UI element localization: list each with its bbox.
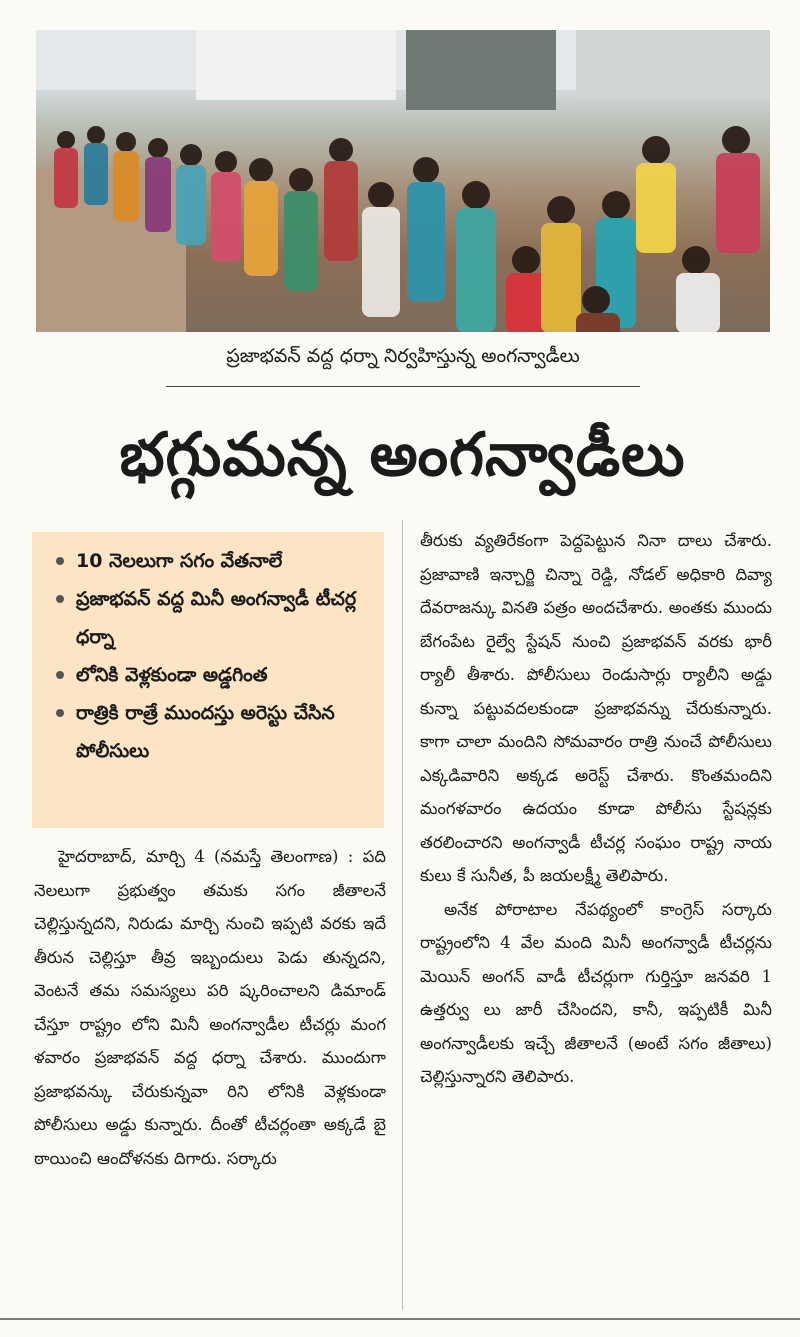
column-divider (402, 520, 403, 1310)
highlight-item: లోనికి వెళ్లకుండా అడ్డగింత (46, 656, 374, 694)
body-paragraph: తీరుకు వ్యతిరేకంగా పెద్దపెట్టున నినా దాలు చేశారు. ప్రజావాణి ఇన్చార్జి చిన్నా రెడ్డి, నోడల్ అధికారి దివ్యా దేవరాజన్కు వినతి పత్రం అందచేశారు. అంతకు ముందు బేగంపేట రైల్వే స్టేషన్ నుంచి ప్రజాభవన్ వరకు భారీ ర్యాలీ తీశారు. పోలీసులు రెండుసార్లు ర్యాలీని అడ్డు కున్నా పట్టువదలకుండా ప్రజాభవన్ను చేరుకున్నారు. కాగా చాలా మందిని సోమవారం రాత్రి నుంచే పోలీసులు ఎక్కడివారిని అక్కడ అరెస్ట్ చేశారు. కొంతమందిని మంగళవారం ఉదయం కూడా పోలీసు స్టేషన్లకు తరలించారని అంగన్వాడీ టీచర్ల సంఘం రాష్ట్ర నాయ కులు కే సునీత, పీ జయలక్ష్మీ తెలిపారు. (420, 531, 772, 885)
highlight-item: రాత్రికి రాత్రే ముందస్తు అరెస్టు చేసిన పోలీసులు (46, 694, 374, 770)
body-paragraph: హైదరాబాద్, మార్చి 4 (నమస్తే తెలంగాణ) : పది నెలలుగా ప్రభుత్వం తమకు సగం జీతాలనే చెల్లిస్తున్నదని, నిరుడు మార్చి నుంచి ఇప్పటి వరకు ఇదే తీరున చెల్లిస్తూ తీవ్ర ఇబ్బందులు పెడు తున్నదని, వెంటనే తమ సమస్యలు పరి ష్కరించాలని డిమాండ్ చేస్తూ రాష్ట్రం లోని మినీ అంగన్వాడీల టీచర్లు మంగ ళవారం ప్రజాభవన్ వద్ద ధర్నా చేశారు. ముందుగా ప్రజాభవన్కు చేరుకున్నవా రిని లోనికి వెళ్లకుండా పోలీసులు అడ్డు కున్నారు. దీంతో టీచర్లంతా అక్కడే బై ఠాయించి ఆందోళనకు దిగారు. సర్కారు (34, 847, 386, 1168)
body-column-left (34, 840, 386, 1175)
headline: భగ్గుమన్న అంగన్వాడీలు (119, 420, 686, 490)
photo-caption: ప్రజాభవన్ వద్ద ధర్నా నిర్వహిస్తున్న అంగన్వాడీలు (226, 345, 580, 367)
body-paragraph: అనేక పోరాటాల నేపథ్యంలో కాంగ్రెస్ సర్కారు రాష్ట్రంలోని 4 వేల మంది మినీ అంగన్వాడీ టీచర్లను మెయిన్ అంగన్ వాడీ టీచర్లుగా గుర్తిస్తూ జనవరి 1 ఉత్తర్వు లు జారీ చేసిందని, కానీ, ఇప్పటికీ మినీ అంగన్వాడీలకు ఇచ్చే జీతాలనే (అంటే సగం జీతాలు) చెల్లిస్తున్నారని తెలిపారు. (420, 899, 772, 1086)
protest-photo-illustration (36, 30, 770, 332)
protest-photo (36, 30, 770, 332)
highlights-list (46, 542, 374, 770)
bottom-rule (0, 1318, 800, 1320)
highlight-item: ప్రజాభవన్ వద్ద మినీ అంగన్వాడీ టీచర్ల ధర్నా (46, 580, 374, 656)
highlights-box (32, 532, 384, 828)
highlight-item: 10 నెలలుగా సగం వేతనాలే (46, 542, 374, 580)
caption-divider (166, 386, 640, 387)
body-column-right (420, 524, 772, 1094)
